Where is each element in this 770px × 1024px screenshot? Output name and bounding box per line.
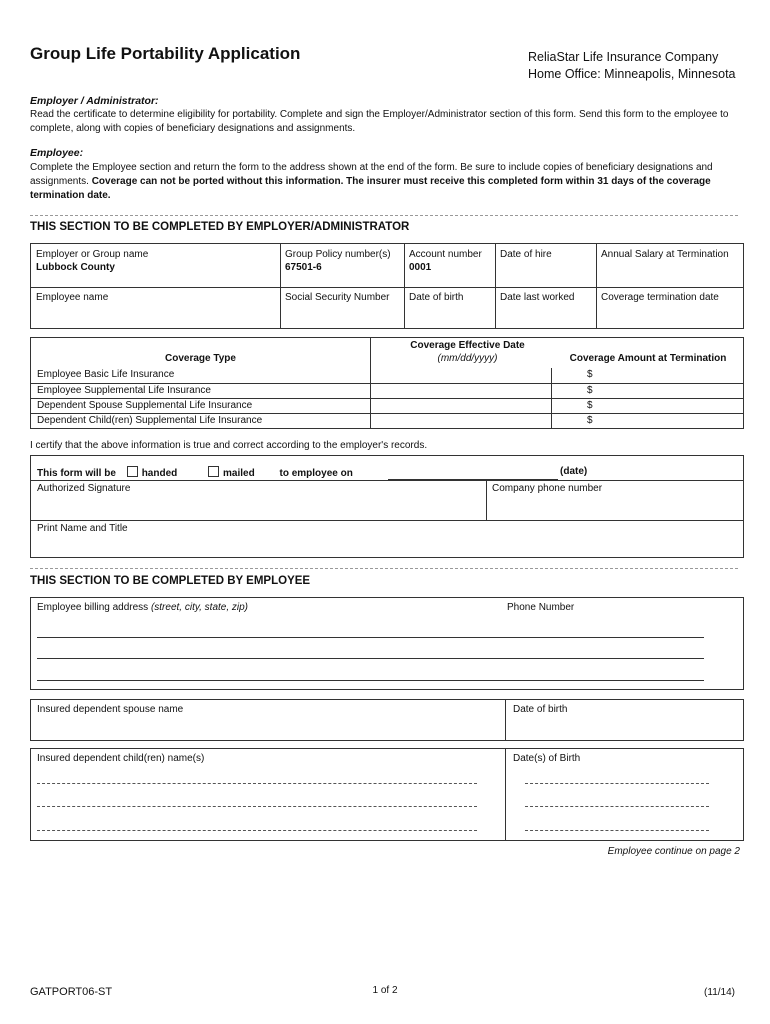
children-dob-label: Date(s) of Birth bbox=[513, 753, 581, 764]
section-divider bbox=[30, 568, 738, 569]
date-of-hire-field[interactable]: Date of hire bbox=[500, 249, 552, 260]
date-of-birth-field[interactable]: Date of birth bbox=[409, 292, 464, 303]
annual-salary-field[interactable]: Annual Salary at Termination bbox=[601, 249, 729, 260]
coverage-amount-header: Coverage Amount at Termination bbox=[569, 353, 727, 364]
employee-name-field[interactable]: Employee name bbox=[36, 292, 109, 303]
delivery-date-label: (date) bbox=[560, 466, 588, 477]
billing-address-line[interactable] bbox=[37, 637, 704, 638]
group-policy-number-field[interactable]: Group Policy number(s) 67501-6 bbox=[280, 244, 404, 278]
employer-instructions-text: Read the certificate to determine eligibility for portability. Complete and sign the Employer/Administrator section of this form. Send this form to the employee to complete, along with copies of beneficiary designations and assignments. bbox=[30, 109, 729, 134]
employer-group-name-field[interactable]: Employer or Group name Lubbock County bbox=[31, 244, 280, 278]
spouse-dob-label: Date of birth bbox=[513, 704, 568, 715]
certify-statement: I certify that the above information is true and correct according to the employer's records. bbox=[30, 440, 428, 451]
delivery-line: This form will be handed mailed to employee on bbox=[37, 468, 353, 479]
authorized-signature-label: Authorized Signature bbox=[37, 483, 131, 494]
billing-address-box bbox=[30, 597, 744, 690]
page-number: 1 of 2 bbox=[372, 985, 398, 996]
spouse-box bbox=[30, 699, 744, 741]
employer-section-heading: THIS SECTION TO BE COMPLETED BY EMPLOYER/ADMINISTRATOR bbox=[30, 221, 410, 233]
coverage-date-format-hint: (mm/dd/yyyy) bbox=[437, 353, 498, 364]
child-dob-line[interactable] bbox=[525, 806, 709, 807]
section-divider bbox=[30, 215, 738, 216]
group-policy-number-value: 67501-6 bbox=[285, 262, 322, 273]
coverage-termination-date-field[interactable]: Coverage termination date bbox=[601, 292, 719, 303]
signature-box bbox=[30, 455, 744, 558]
company-name: ReliaStar Life Insurance Company bbox=[528, 50, 719, 64]
account-number-value: 0001 bbox=[409, 262, 432, 273]
child-dob-line[interactable] bbox=[525, 830, 709, 831]
revision-date: (11/14) bbox=[704, 987, 735, 998]
handed-checkbox[interactable] bbox=[127, 466, 138, 477]
children-names-label: Insured dependent child(ren) name(s) bbox=[37, 753, 205, 764]
coverage-row[interactable]: Dependent Child(ren) Supplemental Life Insurance $ bbox=[31, 413, 743, 428]
account-number-field[interactable]: Account number 0001 bbox=[404, 244, 495, 278]
coverage-effective-date-header: Coverage Effective Date bbox=[410, 340, 525, 351]
coverage-row[interactable]: Dependent Spouse Supplemental Life Insurance $ bbox=[31, 398, 743, 413]
child-dob-line[interactable] bbox=[525, 783, 709, 784]
employee-instructions bbox=[30, 161, 742, 203]
print-name-title-label: Print Name and Title bbox=[37, 523, 128, 534]
billing-address-line[interactable] bbox=[37, 680, 704, 681]
child-name-line[interactable] bbox=[37, 830, 477, 831]
children-box bbox=[30, 748, 744, 841]
employee-instructions-bold: Coverage can not be ported without this information. The insurer must receive this completed form within 31 days of the coverage termination date. bbox=[30, 176, 711, 201]
phone-number-label: Phone Number bbox=[507, 602, 575, 613]
employee-instructions-text: Complete the Employee section and return the form to the address shown at the end of the form. Be sure to include copies of beneficiary designations and assignments. bbox=[30, 162, 713, 187]
form-title: Group Life Portability Application bbox=[30, 44, 301, 63]
spouse-name-label: Insured dependent spouse name bbox=[37, 704, 184, 715]
continue-note: Employee continue on page 2 bbox=[607, 846, 740, 857]
employer-instructions-label: Employer / Administrator: bbox=[30, 95, 159, 107]
form-code: GATPORT06-ST bbox=[30, 986, 113, 998]
child-name-line[interactable] bbox=[37, 806, 477, 807]
company-home-office: Home Office: Minneapolis, Minnesota bbox=[528, 67, 736, 81]
coverage-row[interactable]: Employee Basic Life Insurance $ bbox=[37, 369, 593, 380]
child-name-line[interactable] bbox=[37, 783, 477, 784]
mailed-checkbox[interactable] bbox=[208, 466, 219, 477]
billing-address-label: Employee billing address (street, city, state, zip) bbox=[37, 602, 249, 613]
company-block bbox=[528, 49, 736, 83]
employer-group-name-value: Lubbock County bbox=[36, 262, 115, 273]
coverage-row[interactable]: Employee Supplemental Life Insurance $ bbox=[31, 383, 743, 398]
ssn-field[interactable]: Social Security Number bbox=[285, 292, 390, 303]
billing-address-line[interactable] bbox=[37, 658, 704, 659]
company-phone-label: Company phone number bbox=[492, 483, 603, 494]
coverage-type-header: Coverage Type bbox=[165, 353, 236, 364]
employer-info-grid bbox=[30, 243, 744, 329]
employee-section-heading: THIS SECTION TO BE COMPLETED BY EMPLOYEE bbox=[30, 575, 311, 587]
employee-instructions-label: Employee: bbox=[30, 147, 84, 159]
coverage-table bbox=[30, 337, 744, 429]
date-last-worked-field[interactable]: Date last worked bbox=[500, 292, 575, 303]
